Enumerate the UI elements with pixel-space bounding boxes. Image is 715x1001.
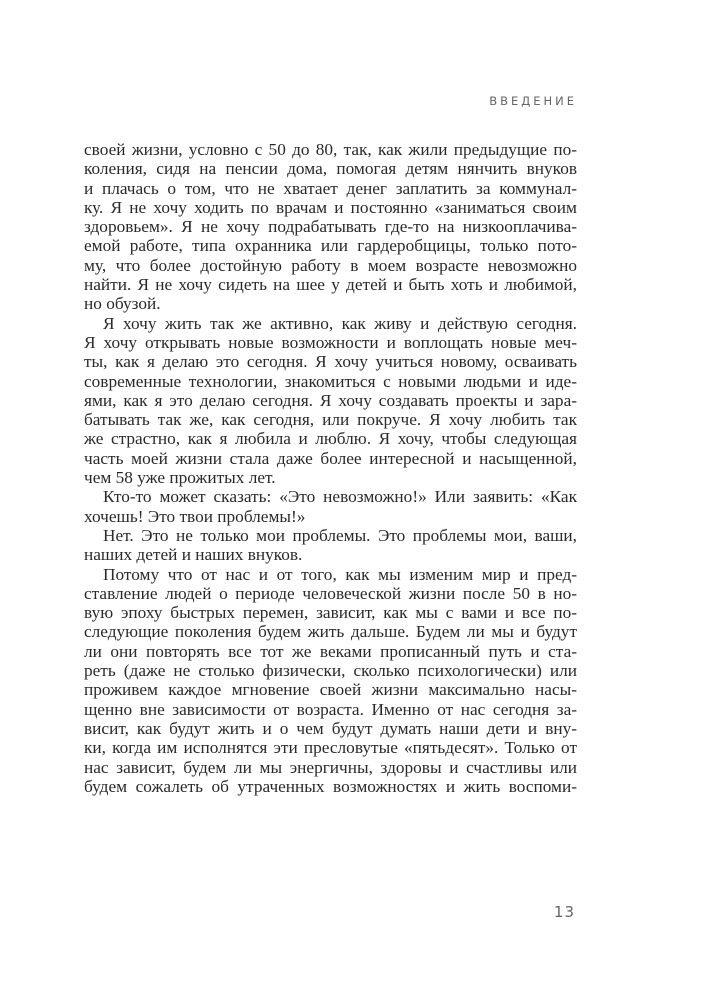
text-line: Кто-то может сказать: «Это невозможно!» Или заявить: «Как	[103, 487, 577, 507]
paragraph	[84, 487, 577, 526]
text-line: ставление людей о периоде человеческой жизни после 50 в но-	[84, 583, 577, 603]
text-line: коления, сидя на пенсии дома, помогая детям нянчить внуков	[84, 159, 577, 179]
text-line: ями, как я это делаю сегодня. Я хочу создавать проекты и зара-	[84, 390, 577, 410]
text-line: своей жизни, условно с 50 до 80, так, как жили предыдущие по-	[84, 140, 577, 159]
text-line: ли они повторять все тот же веками прописанный путь и ста-	[84, 641, 577, 661]
text-line: современные технологии, знакомиться с новыми людьми и иде-	[84, 371, 577, 391]
text-line: но обузой.	[84, 294, 161, 314]
text-line: чем 58 уже прожитых лет.	[84, 468, 276, 488]
text-line: наших детей и наших внуков.	[84, 545, 303, 565]
body-text	[84, 140, 577, 796]
text-line: здоровьем». Я не хочу подрабатывать где-то на низкооплачива-	[84, 217, 577, 237]
paragraph	[84, 314, 577, 488]
text-line: найти. Я не хочу сидеть на шее у детей и быть хоть и любимой,	[84, 275, 577, 295]
text-line: и плачась о том, что не хватает денег заплатить за коммунал-	[84, 178, 577, 198]
text-line: емой работе, типа охранника или гардеробщицы, только пото-	[84, 236, 577, 256]
text-line: висит, как будут жить и о чем будут думать наши дети и вну-	[84, 718, 577, 738]
text-line: будем сожалеть об утраченных возможностях и жить воспоми-	[84, 776, 577, 796]
text-line: му, что более достойную работу в моем возрасте невозможно	[84, 255, 577, 275]
text-line: реть (даже не столько физически, сколько психологически) или	[84, 661, 577, 681]
text-line: щенно вне зависимости от возраста. Именно от нас сегодня за-	[84, 699, 577, 719]
text-line: же страстно, как я любила и люблю. Я хочу, чтобы следующая	[84, 429, 577, 449]
text-line: Я хочу жить так же активно, как живу и действую сегодня.	[103, 313, 577, 333]
text-line: Нет. Это не только мои проблемы. Это проблемы мои, ваши,	[103, 525, 577, 545]
text-line: вую эпоху быстрых перемен, зависит, как мы с вами и все по-	[84, 603, 577, 623]
paragraph	[84, 140, 577, 314]
text-line: проживем каждое мгновение своей жизни максимально насы-	[84, 680, 577, 700]
text-line: Потому что от нас и от того, как мы изменим мир и пред-	[103, 564, 577, 584]
paragraph	[84, 526, 577, 565]
text-line: нас зависит, будем ли мы энергичны, здоровы и счастливы или	[84, 757, 577, 777]
page-number: 13	[553, 903, 575, 921]
text-line: следующие поколения будем жить дальше. Будем ли мы и будут	[84, 622, 577, 642]
text-line: ты, как я делаю это сегодня. Я хочу учиться новому, осваивать	[84, 352, 577, 372]
text-line: хочешь! Это твои проблемы!»	[84, 506, 306, 526]
running-header: ВВЕДЕНИЕ	[489, 94, 577, 108]
text-line: батывать так же, как сегодня, или покруче. Я хочу любить так	[84, 410, 577, 430]
text-line: ки, когда им исполнятся эти пресловутые «пятьдесят». Только от	[84, 738, 577, 758]
text-line: ку. Я не хочу ходить по врачам и постоянно «заниматься своим	[84, 197, 577, 217]
text-line: Я хочу открывать новые возможности и воплощать новые меч-	[84, 332, 577, 352]
text-line: часть моей жизни стала даже более интересной и насыщенной,	[84, 448, 577, 468]
paragraph	[84, 565, 577, 797]
